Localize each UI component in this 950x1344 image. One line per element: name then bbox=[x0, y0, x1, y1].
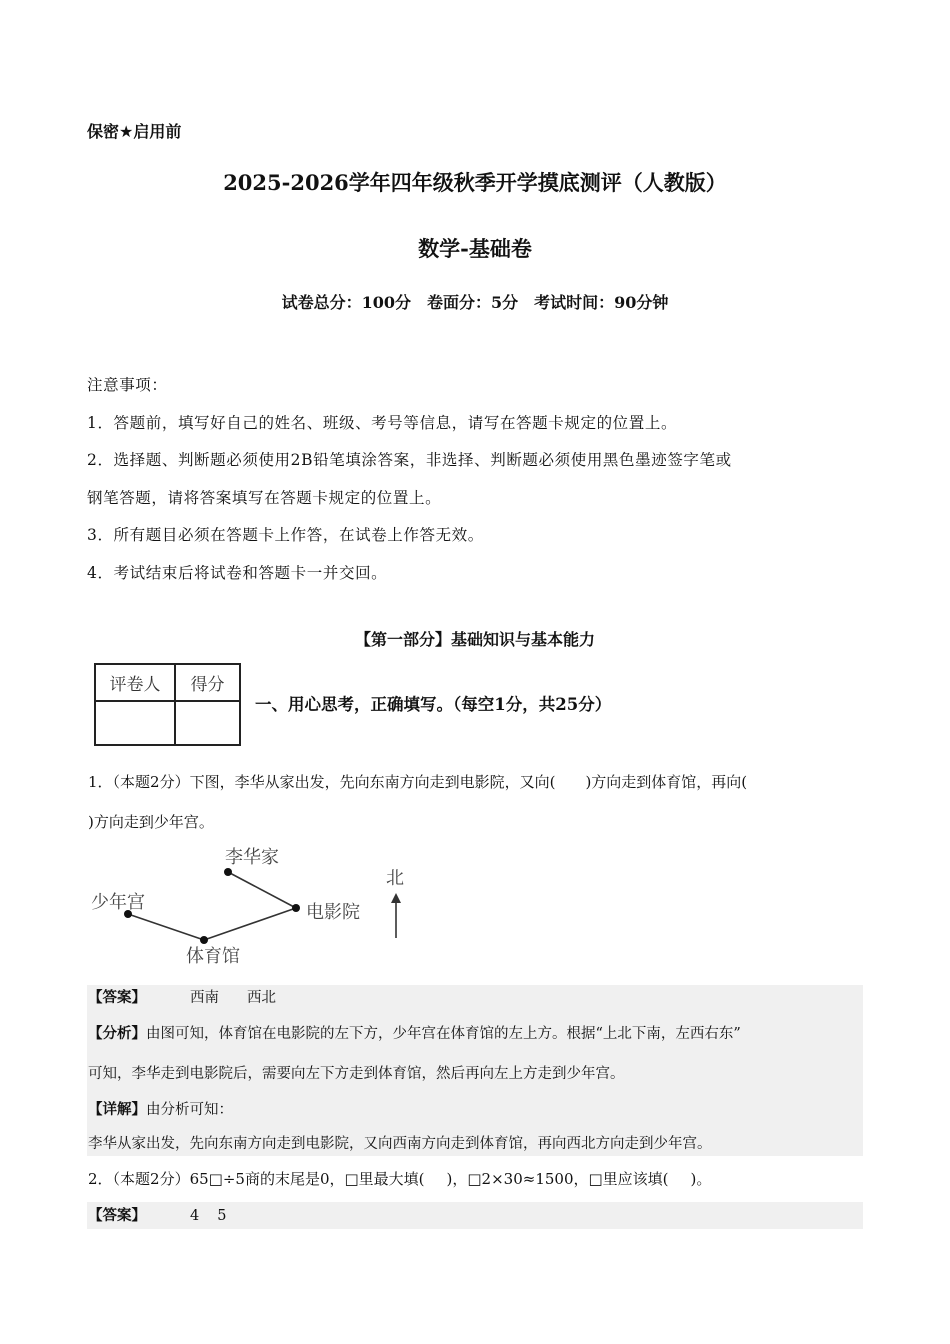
answer-value: 4 bbox=[190, 1208, 200, 1224]
section-heading: 一、用心思考，正确填写。（每空1分，共25分） bbox=[255, 695, 612, 714]
answer-label: 【答案】 bbox=[88, 989, 146, 1006]
detail-label: 【详解】 bbox=[88, 1101, 146, 1118]
exam-subtitle: 数学-基础卷 bbox=[418, 236, 532, 261]
note-item: 3．所有题目必须在答题卡上作答，在试卷上作答无效。 bbox=[87, 526, 484, 544]
label-palace: 少年宫 bbox=[91, 892, 145, 913]
score-header: 得分 bbox=[175, 664, 240, 701]
note-item: 钢笔答题，请将答案填写在答题卡规定的位置上。 bbox=[87, 488, 442, 507]
notes bbox=[87, 367, 867, 592]
question-1-cont: )方向走到少年宫。 bbox=[88, 813, 214, 831]
question-2-text: 2．（本题2分）65□÷5商的末尾是0，□里最大填( bbox=[88, 1170, 425, 1188]
label-home: 李华家 bbox=[225, 847, 279, 868]
grader-cell[interactable] bbox=[95, 701, 175, 745]
grader-header: 评卷人 bbox=[95, 664, 175, 701]
path-home-cinema bbox=[228, 872, 296, 908]
north-arrow-icon bbox=[391, 893, 401, 903]
q1-detail-cont: 李华从家出发，先向东南方向走到电影院，又向西南方向走到体育馆，再向西北方向走到少年宫。 bbox=[88, 1136, 712, 1152]
question-2-text: )，□2×30≈1500，□里应该填( bbox=[446, 1170, 669, 1188]
answer-value: 西南 bbox=[190, 990, 219, 1006]
q1-analysis-cont: 可知，李华走到电影院后，需要向左下方走到体育馆，然后再向左上方走到少年宫。 bbox=[88, 1066, 625, 1082]
answer-value: 西北 bbox=[247, 990, 276, 1006]
question-1-text: )方向走到体育馆，再向( bbox=[585, 773, 748, 791]
score-cell[interactable] bbox=[175, 701, 240, 745]
gym-point bbox=[200, 936, 208, 944]
analysis-text: 由图可知，体育馆在电影院的左下方，少年宫在体育馆的左上方。根据“上北下南，左西右东” bbox=[146, 1026, 741, 1042]
analysis-label: 【分析】 bbox=[88, 1025, 146, 1042]
note-item: 4．考试结束后将试卷和答题卡一并交回。 bbox=[87, 563, 388, 582]
answer-value: 5 bbox=[217, 1208, 227, 1224]
path-gym-palace bbox=[128, 914, 204, 940]
question-2 bbox=[88, 1166, 711, 1192]
notes-heading: 注意事项： bbox=[87, 376, 168, 394]
exam-info: 试卷总分：100分 卷面分：5分 考试时间：90分钟 bbox=[281, 293, 669, 312]
path-cinema-gym bbox=[204, 908, 296, 940]
confidential-mark: 保密★启用前 bbox=[87, 122, 182, 141]
question-1 bbox=[88, 769, 858, 795]
exam-title: 2025-2026学年四年级秋季开学摸底测评（人教版） bbox=[223, 170, 727, 195]
cinema-point bbox=[292, 904, 300, 912]
home-point bbox=[224, 868, 232, 876]
question-1-text: 1．（本题2分）下图，李华从家出发，先向东南方向走到电影院，又向( bbox=[88, 773, 556, 791]
detail-text: 由分析可知： bbox=[146, 1102, 233, 1118]
direction-diagram bbox=[80, 840, 420, 975]
label-gym: 体育馆 bbox=[186, 946, 240, 967]
answer-label: 【答案】 bbox=[88, 1207, 146, 1224]
note-item: 2．选择题、判断题必须使用2B铅笔填涂答案，非选择、判断题必须使用黑色墨迹签字笔或 bbox=[87, 451, 732, 469]
note-item: 1．答题前，填写好自己的姓名、班级、考号等信息，请写在答题卡规定的位置上。 bbox=[87, 413, 678, 432]
grader-table bbox=[94, 663, 241, 746]
q1-analysis bbox=[88, 1021, 863, 1047]
question-2-text: )。 bbox=[690, 1170, 712, 1188]
q1-detail bbox=[88, 1097, 233, 1123]
label-north: 北 bbox=[386, 868, 404, 889]
part-title: 【第一部分】基础知识与基本能力 bbox=[354, 630, 595, 649]
label-cinema: 电影院 bbox=[306, 902, 360, 923]
q1-answer bbox=[88, 985, 276, 1011]
q2-answer bbox=[88, 1203, 226, 1229]
